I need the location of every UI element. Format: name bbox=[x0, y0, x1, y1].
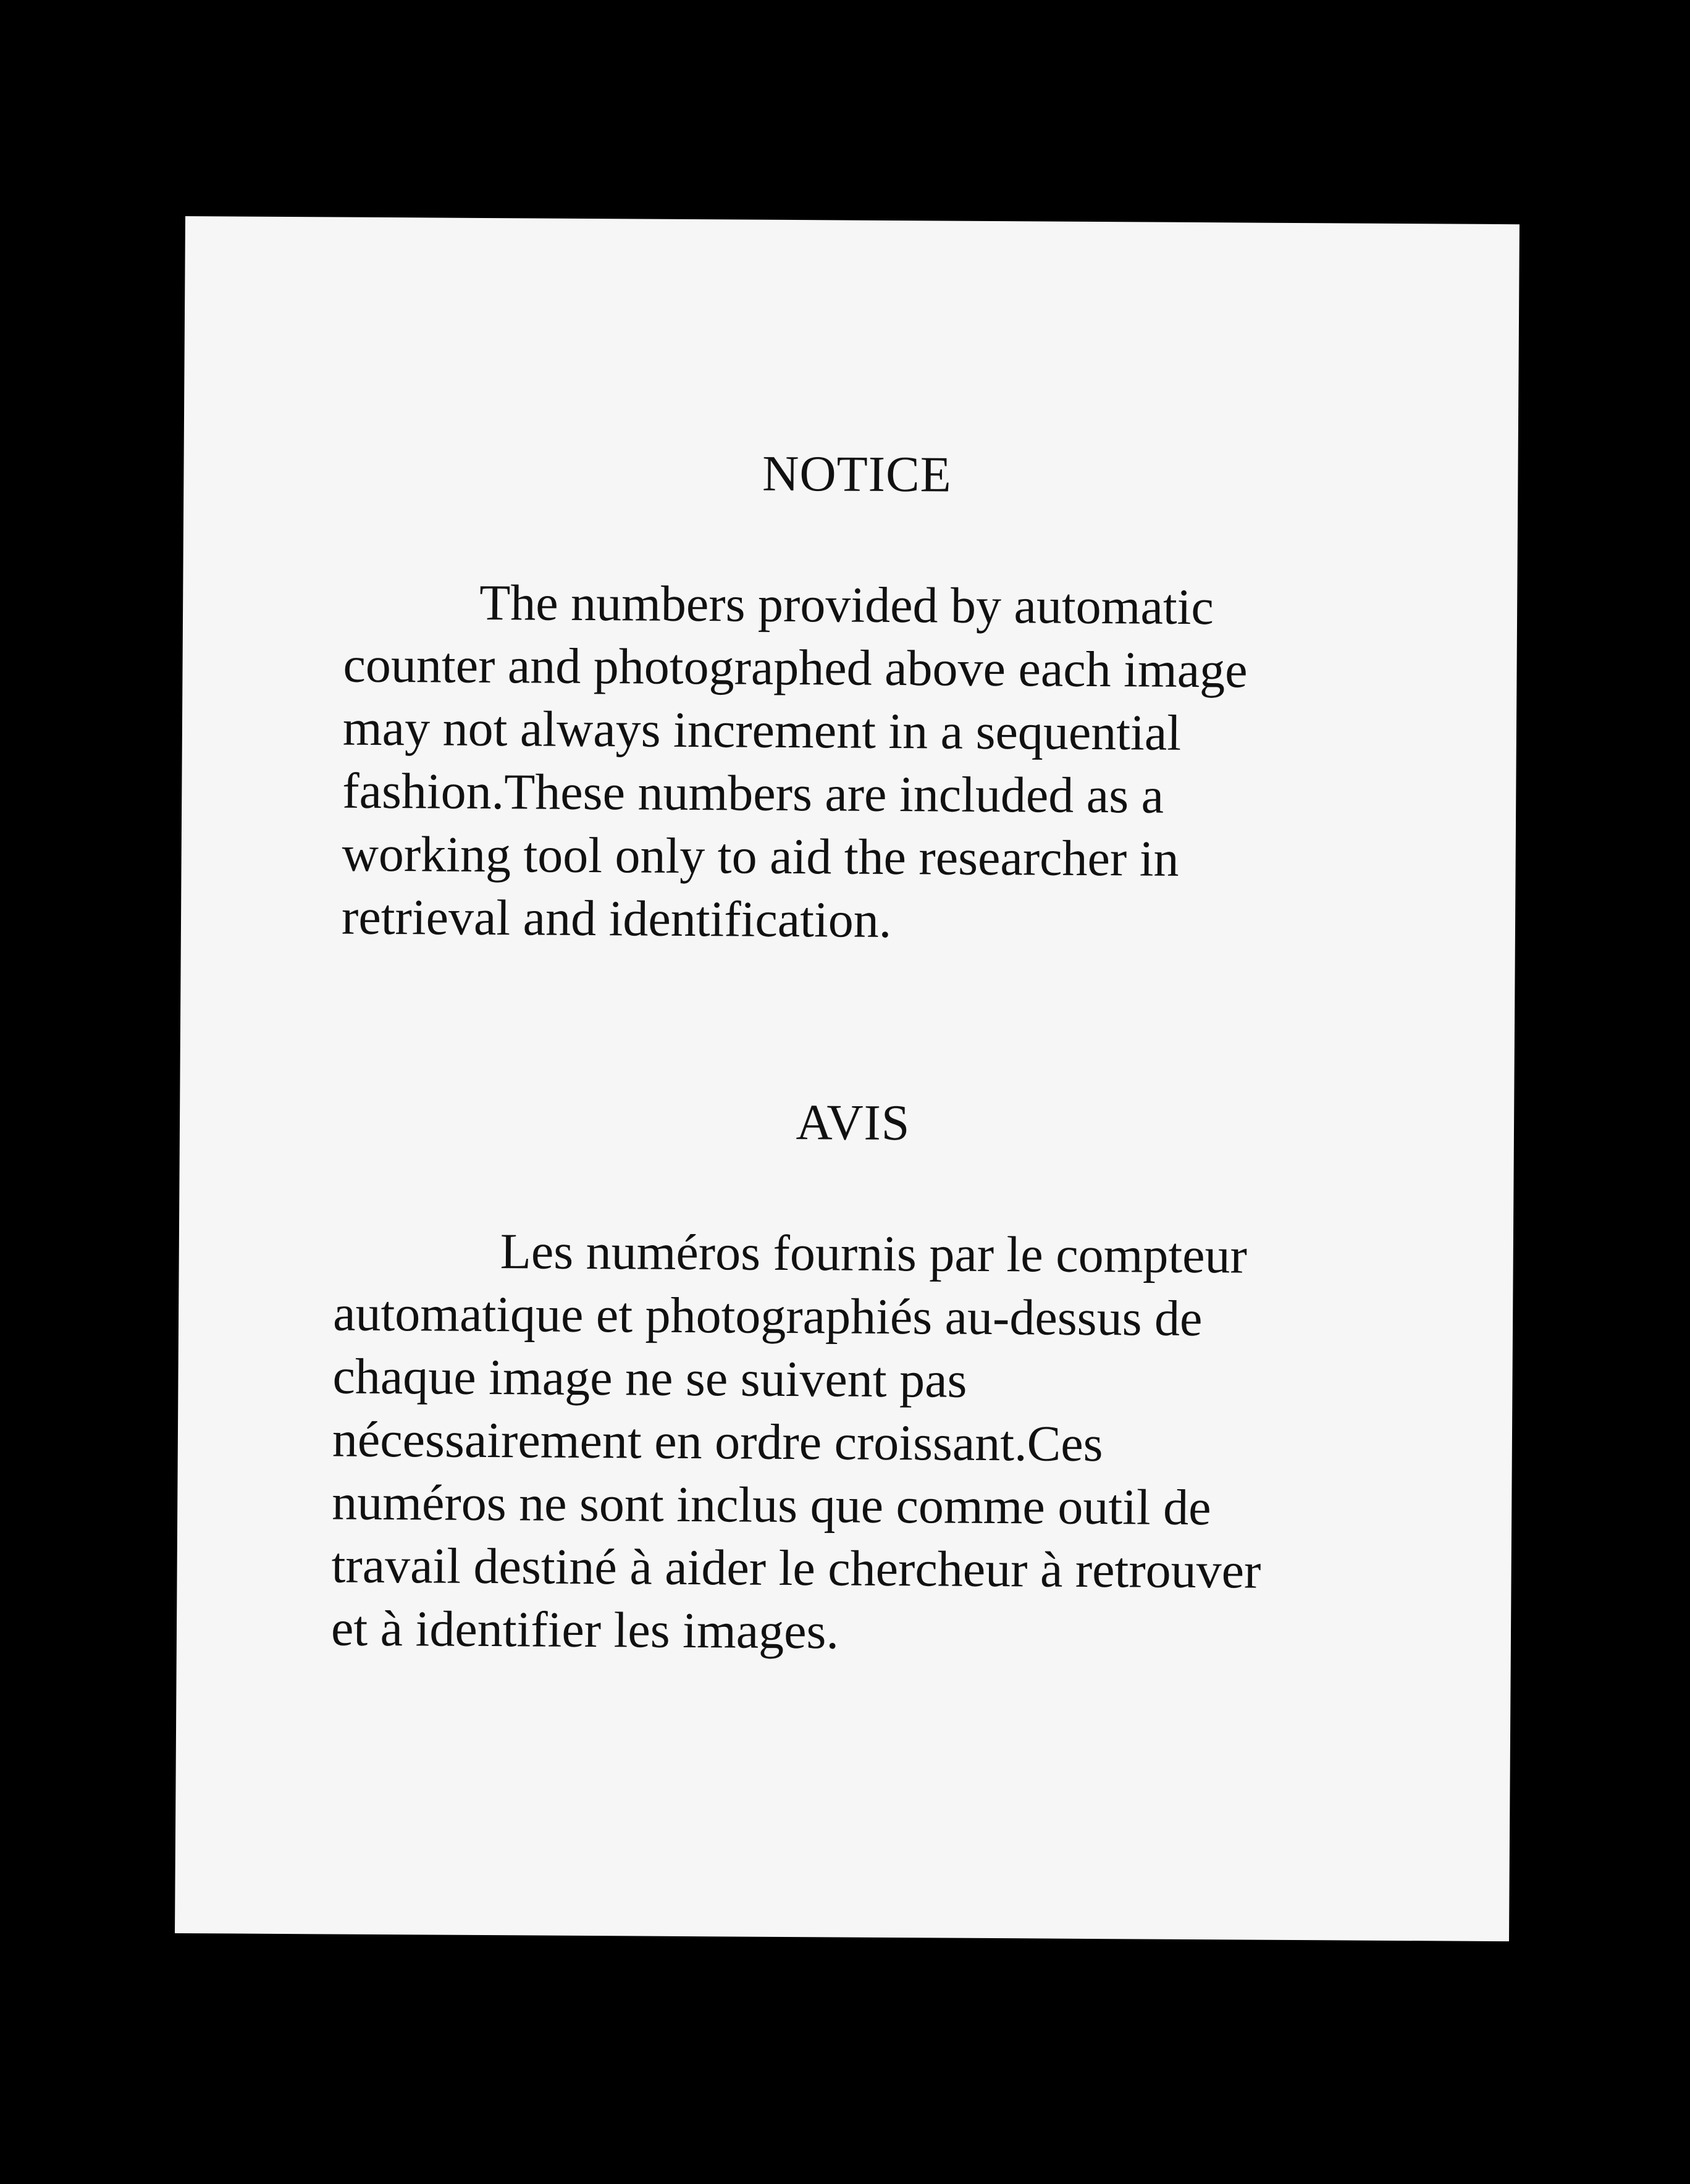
paragraph-indent bbox=[343, 619, 479, 620]
avis-heading: AVIS bbox=[796, 1094, 910, 1151]
notice-line: The numbers provided by automatic bbox=[479, 574, 1214, 636]
notice-heading: NOTICE bbox=[762, 445, 952, 503]
notice-line: working tool only to aid the researcher in bbox=[342, 825, 1179, 887]
notice-line: retrieval and identification. bbox=[341, 888, 892, 949]
avis-section bbox=[331, 1094, 1348, 1666]
avis-line: nécessairement en ordre croissant.Ces bbox=[332, 1411, 1103, 1472]
notice-line: counter and photographed above each image bbox=[343, 636, 1248, 699]
avis-line: numéros ne sont inclus que comme outil de bbox=[332, 1474, 1211, 1536]
avis-line: Les numéros fournis par le compteur bbox=[500, 1223, 1248, 1284]
paragraph-indent bbox=[334, 1267, 500, 1268]
document-page bbox=[175, 216, 1520, 1941]
avis-line: travail destiné à aider le chercheur à retrouver bbox=[331, 1537, 1261, 1599]
avis-paragraph bbox=[331, 1219, 1347, 1666]
notice-line: may not always increment in a sequential bbox=[342, 699, 1182, 761]
avis-line: automatique et photographiés au-dessus de bbox=[332, 1285, 1203, 1347]
notice-section bbox=[342, 446, 1345, 955]
avis-line: et à identifier les images. bbox=[330, 1600, 839, 1660]
avis-line: chaque image ne se suivent pas bbox=[332, 1348, 967, 1408]
notice-line: fashion.These numbers are included as a bbox=[342, 762, 1164, 824]
notice-paragraph bbox=[342, 571, 1345, 955]
